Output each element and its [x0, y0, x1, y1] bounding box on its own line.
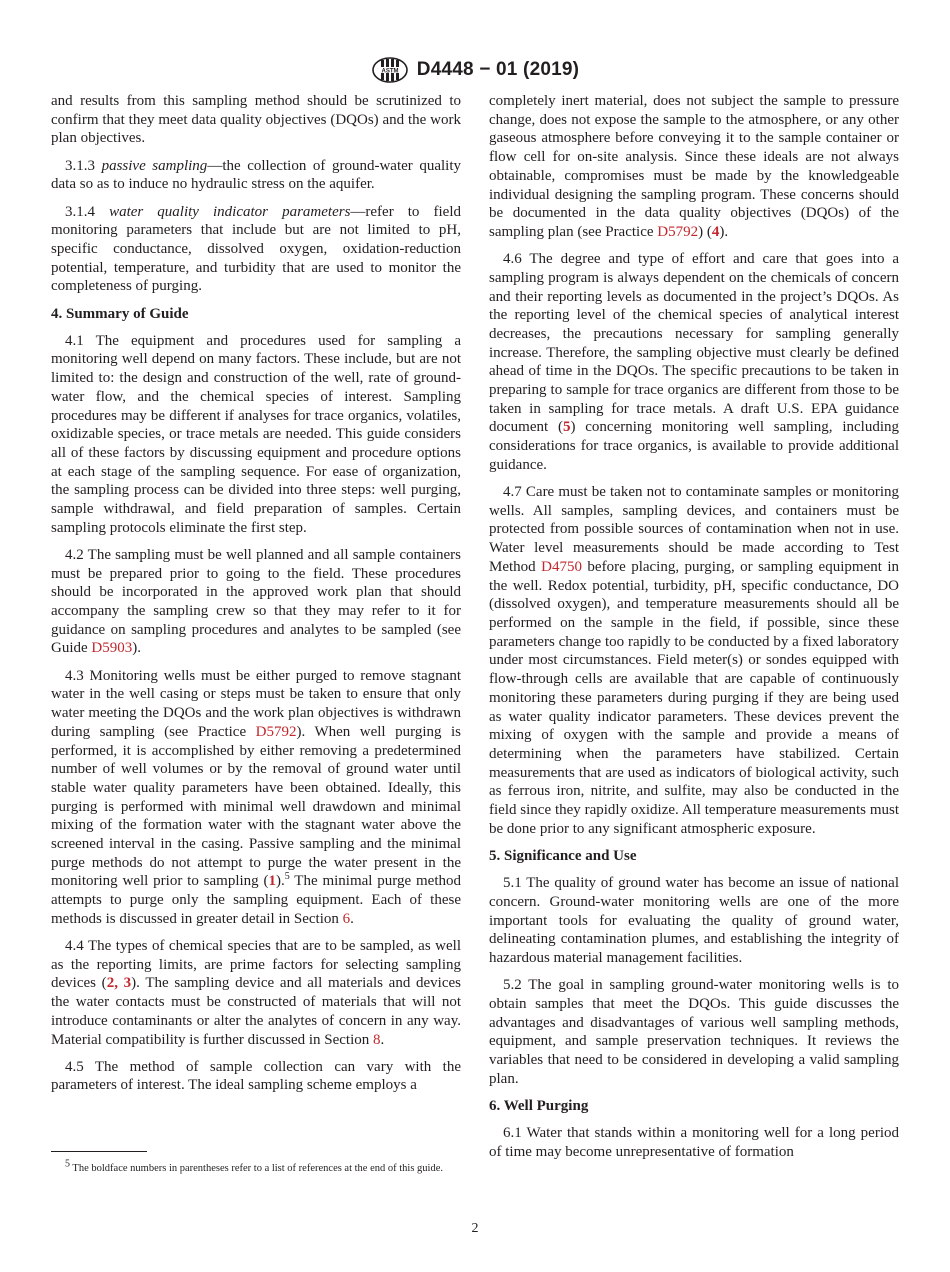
paragraph-3-1-2-continued: and results from this sampling method should be scrutinized to confirm that they meet data quality objectives (DQOs) and the work plan objectives.: [51, 93, 461, 147]
paragraph-5-1: 5.1 The quality of ground water has become an issue of national concern. Ground-water monitoring wells are one of the more important tools for evaluating the quality of ground water, delineating contamination plumes, and establishing the integrity of hazardous material management facilities.: [489, 875, 899, 966]
section-link-6[interactable]: 6: [342, 910, 351, 927]
citation-link-2-3[interactable]: 2, 3: [106, 975, 132, 992]
definition-3-1-3: 3.1.3 passive sampling—the collection of ground-water quality data so as to induce no hydraulic stress on the aquifer.: [51, 157, 461, 193]
footnote-marker: 5: [284, 871, 290, 883]
left-column: [51, 92, 461, 1104]
page-header: [0, 56, 950, 84]
paragraph-4-6: 4.6 The degree and type of effort and care that goes into a sampling program is always dependent on the chemicals of concern and their reporting levels as documented in the project’s DQOs. As the reporting level of the chemical species of analytical interest decreases, the precautions necessary for sampling generally increase. Therefore, the sampling objective must clearly be defined ahead of time in the DQOs. The specific precautions to be taken in preparing to sample for trace organics are different from those to be taken in sampling for trace metals. A draft U.S. EPA guidance document (5) concerning monitoring well sampling, including considerations for trace organics, is available to provide additional guidance.: [489, 251, 899, 473]
reference-link-d4750[interactable]: D4750: [541, 558, 582, 575]
paragraph-4-5-continued: completely inert material, does not subject the sample to pressure change, does not expose the sample to the atmosphere, or any other gaseous atmosphere before conveying it to the sample container or flow cell for on-site analysis. Since these ideals are not always obtainable, compromises must be made by the knowledgeable individual designing the sampling program. These concerns should be documented in the data quality objectives (DQOs) of the sampling plan (see Practice D5792) (4).: [489, 93, 899, 240]
astm-logo-icon: [371, 56, 409, 84]
paragraph-5-2: 5.2 The goal in sampling ground-water monitoring wells is to obtain samples that meet the DQOs. This guide discusses the advantages and disadvantages of various well sampling methods, equipment, and sample preservation techniques. It reviews the variables that need to be considered in developing a valid sampling plan.: [489, 977, 899, 1087]
reference-link-d5792[interactable]: D5792: [255, 723, 297, 740]
page-number: 2: [471, 1221, 479, 1236]
paragraph-4-3: 4.3 Monitoring wells must be either purged to remove stagnant water in the well casing or steps must be taken to ensure that only water meeting the DQOs and the work plan objectives is withdrawn during sampling (see Practice D5792). When well purging is performed, it is accomplished by either removing a predetermined number of well volumes or by the removal of ground water until stable water quality parameters have been obtained. Ideally, this purging is performed with minimal well drawdown and minimal mixing of the formation water with the stagnant water above the screened interval in the casing. Passive sampling and the minimal purge methods do not attempt to purge the water present in the monitoring well prior to sampling (1).$^5$ The minimal purge method attempts to purge only the sampling equipment. Each of these methods is discussed in greater detail in Section 6.: [51, 667, 461, 927]
footnote-divider: [51, 1151, 147, 1152]
footnote: [51, 1158, 461, 1176]
paragraph-4-7: 4.7 Care must be taken not to contaminate samples or monitoring wells. All samples, sampling devices, and containers must be protected from possible sources of contamination when not in use. Water level measurements should be made according to Test Method D4750 before placing, purging, or sampling equipment in the well. Redox potential, turbidity, pH, specific conductance, DO (dissolved oxygen), and temperature measurements should all be performed on the sample in the field, if possible, since these parameters change too rapidly to be conducted by a fixed laboratory under most circumstances. Field meter(s) or sondes equipped with flow-through cells are available that are capable of continuously monitoring these parameters during purging if they are being used as water quality indicator parameters. These devices prevent the mixing of oxygen with the sample and provide a means of determining when the parameters have stabilized. Certain measurements that are used as indicators of biological activity, such as ferrous iron, nitrite, and sulfite, may also be conducted in the field since they rapidly oxidize. All temperature measurements must be done prior to any significant atmospheric exposure.: [489, 484, 899, 837]
citation-link-5[interactable]: 5: [562, 419, 571, 436]
document-id: D4448 − 01 (2019): [416, 59, 580, 80]
section-heading-4: 4. Summary of Guide: [51, 306, 189, 323]
citation-link-1[interactable]: 1: [268, 873, 276, 890]
definition-3-1-4: 3.1.4 water quality indicator parameters—refer to field monitoring parameters that include but are not limited to pH, specific conductance, dissolved oxygen, oxidation-reduction potential, temperature, and turbidity that are used to monitor the completeness of purging.: [51, 203, 461, 295]
svg-text:ASTM: ASTM: [381, 68, 399, 75]
footnote-text: The boldface numbers in parentheses refer to a list of references at the end of this guide.: [70, 1163, 443, 1174]
reference-link-d5903[interactable]: D5903: [91, 640, 133, 657]
section-link-8[interactable]: 8: [373, 1031, 381, 1048]
paragraph-4-1: 4.1 The equipment and procedures used for sampling a monitoring well depend on many factors. These include, but are not limited to: the design and construction of the well, rate of ground-water flow, and the chemical species of interest. Sampling procedures may be different if analyses for trace organics, volatiles, oxidizable species, or trace metals are needed. This guide considers all of these factors by discussing equipment and procedure options at each stage of the sampling sequence. For ease of organization, the sampling process can be divided into three steps: well purging, sample withdrawal, and field preparation of samples. Certain sampling protocols eliminate the first step.: [51, 332, 461, 536]
citation-link-4[interactable]: 4: [711, 223, 720, 240]
paragraph-4-4: 4.4 The types of chemical species that are to be sampled, as well as the reporting limits, are prime factors for selecting sampling devices (2, 3). The sampling device and all materials and devices the water contacts must be constructed of materials that will not introduce contaminants or alter the analytes of concern in any way. Material compatibility is further discussed in Section 8.: [51, 938, 462, 1048]
right-column: [489, 92, 899, 1170]
section-heading-6: 6. Well Purging: [489, 1098, 589, 1115]
reference-link-d5792[interactable]: D5792: [657, 223, 699, 240]
paragraph-6-1: 6.1 Water that stands within a monitoring well for a long period of time may become unrepresentative of formation: [489, 1125, 899, 1160]
paragraph-4-2: 4.2 The sampling must be well planned and all sample containers must be prepared prior to going to the field. These procedures should be incorporated in the approved work plan that should accompany the sampling crew so that they may refer to it for guidance on sampling procedures and analytes to be sampled (see Guide D5903).: [51, 546, 461, 657]
section-heading-5: 5. Significance and Use: [489, 848, 637, 865]
footnote-number: 5: [65, 1158, 70, 1170]
paragraph-4-5: 4.5 The method of sample collection can vary with the parameters of interest. The ideal sampling scheme employs a: [51, 1058, 461, 1094]
